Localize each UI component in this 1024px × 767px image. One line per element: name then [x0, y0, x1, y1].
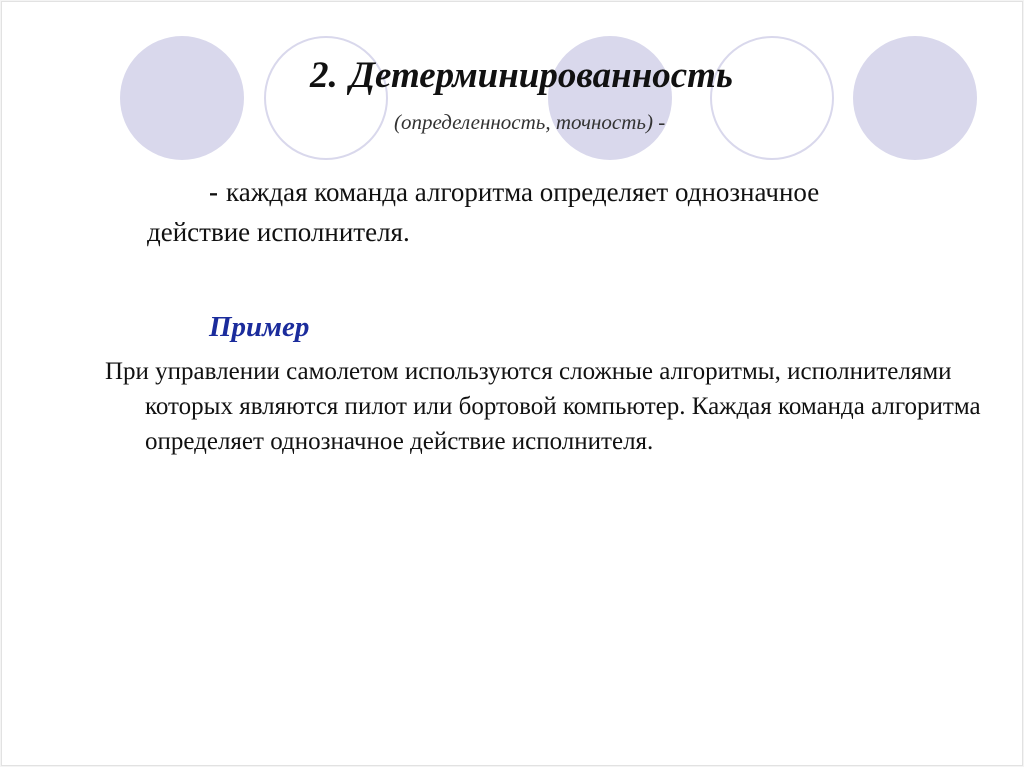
definition-dash: - [209, 177, 218, 207]
slide-subtitle: (определенность, точность) - [394, 110, 666, 134]
definition-text [147, 172, 867, 252]
decorative-circle-5 [853, 36, 977, 160]
decorative-circle-1 [120, 36, 244, 160]
definition-body: каждая команда алгоритма определяет однозначное действие исполнителя. [147, 177, 820, 247]
title-number: 2. [310, 55, 338, 96]
slide-title [310, 54, 733, 97]
slide [1, 1, 1023, 766]
example-heading: Пример [209, 311, 310, 343]
example-text: При управлении самолетом используются сложные алгоритмы, исполнителями которых являются пилот или бортовой компьютер. Каждая команда алгоритма определяет однозначное действие исполнителя. [105, 358, 981, 455]
title-text: Детерминированность [349, 55, 733, 96]
